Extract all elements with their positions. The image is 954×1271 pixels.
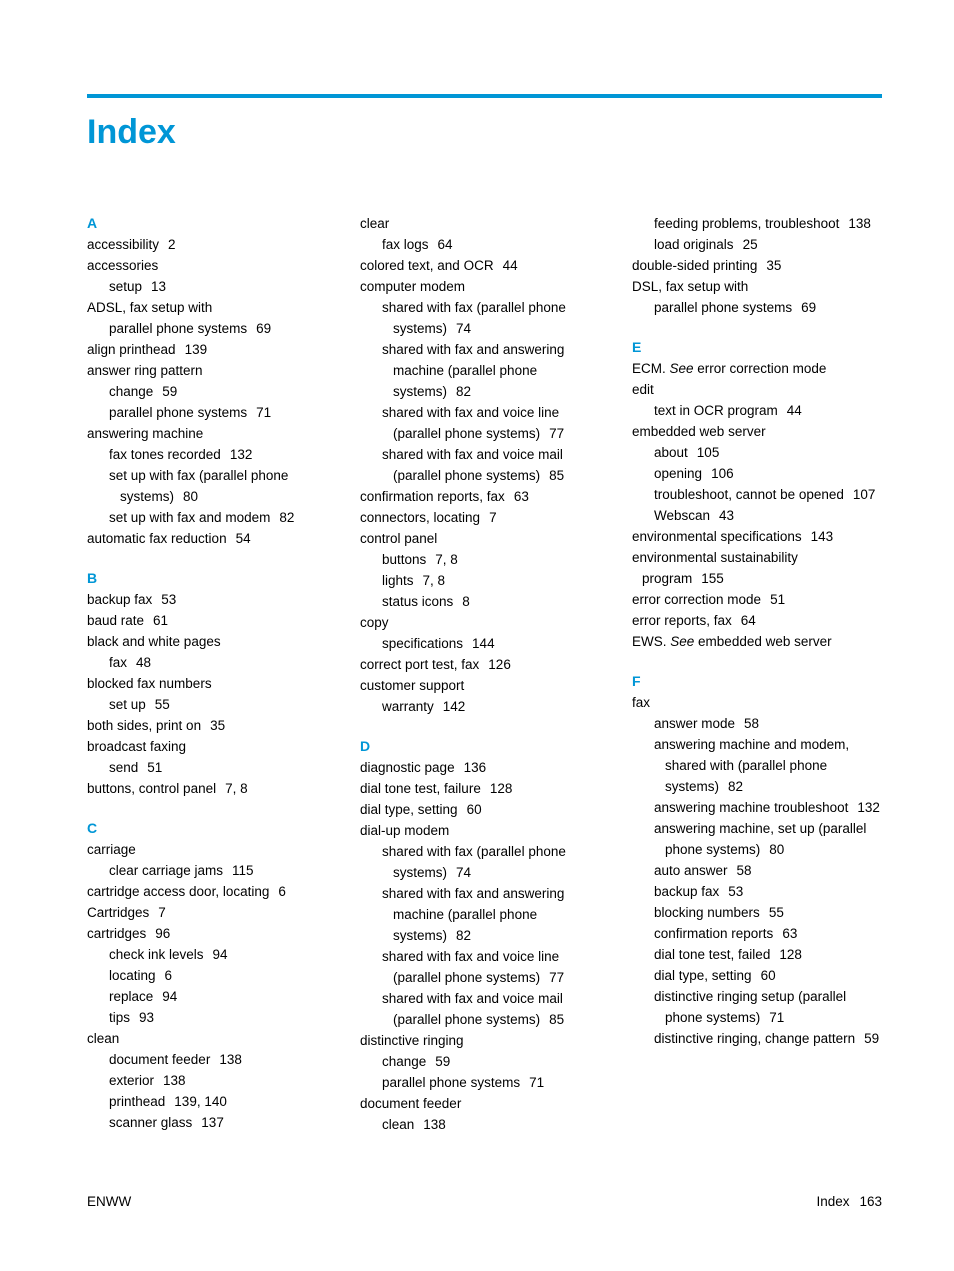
entry-page-number: 106 [711, 466, 734, 482]
section-letter: F [632, 673, 641, 690]
entry-text: exterior [109, 1073, 155, 1089]
index-entry [632, 276, 882, 297]
index-entry [632, 400, 882, 421]
entry-text: set up with fax (parallel phone systems) [109, 468, 289, 505]
index-entry [87, 694, 335, 715]
entry-page-number: 80 [183, 489, 199, 505]
entry-text: answering machine and modem, shared with (parallel phone systems) [654, 737, 850, 795]
index-entry [632, 379, 882, 400]
index-entry [360, 1114, 608, 1135]
index-entry [360, 883, 608, 946]
index-entry [632, 818, 882, 860]
footer-section-label: Index [816, 1194, 850, 1209]
entry-text: clear carriage jams [109, 863, 224, 879]
index-entry [360, 696, 608, 717]
page-title: Index [87, 113, 176, 151]
entry-text: parallel phone systems [382, 1075, 521, 1091]
index-entry [87, 757, 335, 778]
index-entry [87, 652, 335, 673]
index-entry [632, 965, 882, 986]
index-entry [87, 1112, 335, 1133]
entry-page-number: 71 [769, 1010, 785, 1026]
entry-page-number: 6 [164, 968, 173, 984]
index-entry: ECM. See error correction mode [632, 361, 827, 377]
entry-text: answer mode [654, 716, 736, 732]
entry-page-number: 63 [782, 926, 798, 942]
entry-text: troubleshoot, cannot be opened [654, 487, 844, 503]
entry-page-number: 43 [719, 508, 735, 524]
index-entry [87, 860, 335, 881]
index-entry [87, 715, 335, 736]
entry-text: dial tone test, failed [654, 947, 771, 963]
entry-text: send [109, 760, 139, 776]
entry-page-number: 85 [549, 468, 565, 484]
entry-text: colored text, and OCR [360, 258, 494, 274]
entry-page-number: 139 [184, 342, 208, 358]
entry-page-number: 69 [801, 300, 817, 316]
entry-page-number: 25 [742, 237, 758, 253]
index-entry [87, 255, 335, 276]
entry-text: check ink levels [109, 947, 204, 963]
index-entry [360, 841, 608, 883]
entry-page-number: 61 [153, 613, 169, 629]
index-entry [360, 612, 608, 633]
index-entry [87, 986, 335, 1007]
title-rule [87, 94, 882, 98]
entry-text: replace [109, 989, 154, 1005]
index-entry [632, 234, 882, 255]
entry-page-number: 44 [786, 403, 802, 419]
entry-text: load originals [654, 237, 734, 253]
index-entry [87, 528, 335, 549]
index-entry [360, 1051, 608, 1072]
entry-text: clean [382, 1117, 415, 1133]
document-page [87, 0, 882, 1209]
entry-page-number: 71 [529, 1075, 545, 1091]
entry-page-number: 64 [740, 613, 756, 629]
entry-text: status icons [382, 594, 454, 610]
entry-page-number: 137 [201, 1115, 224, 1131]
entry-page-number: 53 [161, 592, 177, 608]
entry-text: error correction mode [632, 592, 762, 608]
entry-page-number: 53 [728, 884, 744, 900]
entry-text: copy [360, 615, 389, 631]
entry-text: about [654, 445, 688, 461]
entry-text: automatic fax reduction [87, 531, 227, 547]
entry-page-number: 77 [549, 970, 565, 986]
entry-text: blocked fax numbers [87, 676, 212, 692]
index-entry [87, 839, 335, 860]
entry-page-number: 94 [212, 947, 228, 963]
entry-text: answering machine, set up (parallel phone systems) [654, 821, 867, 858]
entry-text: baud rate [87, 613, 145, 629]
index-entry [360, 946, 608, 988]
entry-page-number: 132 [229, 447, 253, 463]
entry-page-number: 48 [136, 655, 152, 671]
index-entry [87, 631, 335, 652]
entry-text: backup fax [87, 592, 153, 608]
index-entry [360, 778, 608, 799]
index-entry [87, 507, 335, 528]
entry-page-number: 138 [848, 216, 871, 232]
entry-text: shared with fax and answering machine (parallel phone systems) [382, 886, 565, 944]
index-entry [632, 421, 882, 442]
entry-text: clear [360, 216, 390, 232]
entry-page-number: 138 [163, 1073, 186, 1089]
entry-page-number: 155 [701, 571, 724, 587]
entry-page-number: 2 [168, 237, 176, 253]
entry-page-number: 82 [279, 510, 295, 526]
entry-page-number: 6 [278, 884, 286, 900]
entry-text: shared with fax and answering machine (parallel phone systems) [382, 342, 565, 400]
index-entry [87, 881, 335, 902]
index-entry [360, 549, 608, 570]
page-footer [87, 1193, 882, 1211]
index-entry [87, 902, 335, 923]
index-entry [360, 1093, 608, 1114]
entry-text: confirmation reports, fax [360, 489, 505, 505]
entry-page-number: 8 [462, 594, 470, 610]
index-entry [87, 360, 335, 381]
entry-page-number: 128 [779, 947, 802, 963]
entry-text: black and white pages [87, 634, 221, 650]
see-reference: See [670, 634, 695, 650]
index-entry [360, 988, 608, 1030]
index-entry [87, 381, 335, 402]
entry-page-number: 59 [435, 1054, 451, 1070]
entry-page-number: 55 [768, 905, 784, 921]
entry-page-number: 144 [472, 636, 495, 652]
entry-text: correct port test, fax [360, 657, 480, 673]
index-entry [360, 757, 608, 778]
entry-text: fax tones recorded [109, 447, 221, 463]
index-entry [632, 484, 882, 505]
entry-text: confirmation reports [654, 926, 774, 942]
entry-page-number: 58 [736, 863, 752, 879]
entry-text: shared with fax and voice line (parallel phone systems) [382, 949, 560, 986]
entry-page-number: 60 [760, 968, 776, 984]
index-entry [632, 442, 882, 463]
entry-page-number: 63 [513, 489, 529, 505]
footer-page-info [816, 1193, 882, 1211]
entry-page-number: 82 [456, 384, 472, 400]
entry-text: shared with fax (parallel phone systems) [382, 300, 566, 337]
index-entry [87, 944, 335, 965]
index-entry [360, 799, 608, 820]
entry-text: computer modem [360, 279, 466, 295]
index-entry [360, 402, 608, 444]
entry-page-number: 51 [770, 592, 786, 608]
index-entry [87, 1007, 335, 1028]
entry-page-number: 77 [549, 426, 565, 442]
index-entry [87, 465, 335, 507]
entry-text: change [109, 384, 154, 400]
index-entry [87, 402, 335, 423]
entry-text: clean [87, 1031, 120, 1047]
entry-text: distinctive ringing [360, 1033, 464, 1049]
index-entry [632, 547, 882, 589]
entry-text: diagnostic page [360, 760, 455, 776]
entry-page-number: 64 [437, 237, 453, 253]
index-entry [360, 675, 608, 696]
entry-page-number: 85 [549, 1012, 565, 1028]
entry-page-number: 132 [857, 800, 880, 816]
entry-text: opening [654, 466, 703, 482]
index-entry [632, 526, 882, 547]
index-entry [360, 528, 608, 549]
entry-page-number: 71 [256, 405, 272, 421]
entry-page-number: 7, 8 [435, 552, 458, 568]
entry-text: parallel phone systems [654, 300, 793, 316]
index-entry: EWS. See embedded web server [632, 634, 832, 650]
entry-text: document feeder [360, 1096, 462, 1112]
entry-page-number: 128 [489, 781, 513, 797]
index-entry [632, 797, 882, 818]
entry-page-number: 7, 8 [422, 573, 446, 589]
entry-text: dial type, setting [360, 802, 458, 818]
entry-text: shared with fax and voice line (parallel phone systems) [382, 405, 560, 442]
entry-page-number: 69 [256, 321, 272, 337]
index-entry [87, 339, 335, 360]
entry-text: warranty [382, 699, 434, 715]
entry-page-number: 80 [769, 842, 785, 858]
index-entry [632, 986, 882, 1028]
index-entry [632, 734, 882, 797]
index-entry [87, 778, 335, 799]
index-entry [87, 423, 335, 444]
entry-text: Webscan [654, 508, 711, 524]
entry-text: parallel phone systems [109, 321, 248, 337]
index-entry [360, 276, 608, 297]
index-entry [360, 820, 608, 841]
entry-text: ADSL, fax setup with [87, 300, 213, 316]
entry-text: buttons [382, 552, 427, 568]
entry-text: fax logs [382, 237, 429, 253]
entry-text: lights [382, 573, 414, 589]
entry-page-number: 138 [423, 1117, 446, 1133]
entry-text: locating [109, 968, 156, 984]
index-entry [87, 318, 335, 339]
index-entry [87, 276, 335, 297]
entry-page-number: 142 [442, 699, 466, 715]
entry-page-number: 143 [810, 529, 834, 545]
index-entry [632, 881, 882, 902]
entry-text: dial tone test, failure [360, 781, 481, 797]
index-entry [360, 234, 608, 255]
entry-text: answering machine [87, 426, 204, 442]
index-entry [360, 570, 608, 591]
entry-page-number: 35 [766, 258, 782, 274]
entry-text: environmental specifications [632, 529, 802, 545]
section-letter: A [87, 215, 98, 232]
index-entry [360, 591, 608, 612]
index-entry [87, 1049, 335, 1070]
index-entry [632, 463, 882, 484]
index-entry [87, 673, 335, 694]
footer-page-number: 163 [859, 1194, 882, 1209]
entry-page-number: 7 [158, 905, 166, 921]
index-column [360, 213, 608, 1135]
entry-text: cartridges [87, 926, 147, 942]
index-column [632, 213, 882, 1049]
index-entry [87, 736, 335, 757]
entry-text: change [382, 1054, 427, 1070]
entry-text: answer ring pattern [87, 363, 203, 379]
index-entry [87, 1070, 335, 1091]
entry-page-number: 51 [147, 760, 163, 776]
entry-text: backup fax [654, 884, 720, 900]
index-entry [360, 339, 608, 402]
entry-text: shared with fax and voice mail (parallel phone systems) [382, 991, 563, 1028]
entry-text: control panel [360, 531, 438, 547]
section-letter: C [87, 820, 98, 837]
entry-text: DSL, fax setup with [632, 279, 749, 295]
index-entry [360, 1030, 608, 1051]
index-entry [632, 505, 882, 526]
index-entry [632, 213, 882, 234]
entry-text: customer support [360, 678, 465, 694]
index-entry [632, 692, 882, 713]
entry-page-number: 7 [489, 510, 497, 526]
entry-text: set up with fax and modem [109, 510, 271, 526]
entry-text: auto answer [654, 863, 728, 879]
index-entry [632, 713, 882, 734]
entry-text: cartridge access door, locating [87, 884, 270, 900]
entry-text: buttons, control panel [87, 781, 217, 797]
entry-page-number: 82 [456, 928, 472, 944]
index-entry [87, 610, 335, 631]
index-entry [360, 1072, 608, 1093]
index-column [87, 213, 335, 1133]
entry-text: dial type, setting [654, 968, 752, 984]
entry-page-number: 55 [154, 697, 170, 713]
entry-page-number: 126 [488, 657, 511, 673]
entry-text: blocking numbers [654, 905, 760, 921]
entry-page-number: 35 [210, 718, 226, 734]
entry-text: parallel phone systems [109, 405, 248, 421]
entry-text: setup [109, 279, 143, 295]
entry-text: error reports, fax [632, 613, 732, 629]
entry-text: carriage [87, 842, 136, 858]
entry-text: both sides, print on [87, 718, 202, 734]
entry-text: shared with fax (parallel phone systems) [382, 844, 566, 881]
index-entry [87, 965, 335, 986]
entry-page-number: 13 [151, 279, 167, 295]
entry-page-number: 96 [155, 926, 171, 942]
section-letter: D [360, 738, 371, 755]
index-entry [632, 944, 882, 965]
entry-text: connectors, locating [360, 510, 481, 526]
entry-text: Cartridges [87, 905, 150, 921]
index-entry [360, 255, 608, 276]
entry-text: dial-up modem [360, 823, 450, 839]
entry-text: distinctive ringing, change pattern [654, 1031, 856, 1047]
entry-text: answering machine troubleshoot [654, 800, 849, 816]
entry-text: fax [109, 655, 128, 671]
entry-page-number: 74 [456, 321, 472, 337]
footer-doc-code: ENWW [87, 1194, 132, 1209]
entry-page-number: 60 [466, 802, 482, 818]
entry-page-number: 138 [219, 1052, 242, 1068]
index-entry [87, 589, 335, 610]
index-entry [360, 297, 608, 339]
index-entry [632, 255, 882, 276]
section-letter: E [632, 339, 642, 356]
entry-text: feeding problems, troubleshoot [654, 216, 840, 232]
index-entry [87, 923, 335, 944]
entry-page-number: 59 [864, 1031, 880, 1047]
entry-text: shared with fax and voice mail (parallel phone systems) [382, 447, 563, 484]
entry-page-number: 44 [502, 258, 518, 274]
index-entry [87, 234, 335, 255]
index-entry [360, 213, 608, 234]
entry-page-number: 105 [696, 445, 720, 461]
entry-text: accessories [87, 258, 159, 274]
index-entry [360, 507, 608, 528]
entry-text: double-sided printing [632, 258, 758, 274]
index-entry [360, 444, 608, 486]
entry-page-number: 115 [232, 863, 254, 879]
entry-text: edit [632, 382, 654, 398]
index-entry [632, 902, 882, 923]
entry-page-number: 82 [728, 779, 744, 795]
index-entry [360, 486, 608, 507]
entry-text: broadcast faxing [87, 739, 187, 755]
entry-page-number: 136 [463, 760, 487, 776]
entry-text: embedded web server [632, 424, 766, 440]
entry-text: align printhead [87, 342, 176, 358]
entry-page-number: 59 [162, 384, 178, 400]
index-entry [87, 1091, 335, 1112]
entry-page-number: 58 [744, 716, 760, 732]
entry-text: printhead [109, 1094, 166, 1110]
entry-page-number: 107 [852, 487, 876, 503]
index-columns [87, 213, 882, 1135]
index-entry [632, 860, 882, 881]
index-entry [87, 444, 335, 465]
entry-text: text in OCR program [654, 403, 778, 419]
entry-page-number: 139, 140 [174, 1094, 227, 1110]
index-entry [360, 633, 608, 654]
entry-page-number: 74 [456, 865, 472, 881]
index-entry [87, 1028, 335, 1049]
entry-text: scanner glass [109, 1115, 193, 1131]
index-entry [360, 654, 608, 675]
entry-text: fax [632, 695, 651, 711]
entry-page-number: 94 [162, 989, 178, 1005]
entry-text: set up [109, 697, 146, 713]
entry-page-number: 93 [139, 1010, 155, 1026]
entry-page-number: 7, 8 [225, 781, 248, 797]
entry-text: specifications [382, 636, 464, 652]
entry-text: distinctive ringing setup (parallel phone systems) [654, 989, 847, 1026]
entry-text: document feeder [109, 1052, 211, 1068]
entry-page-number: 54 [235, 531, 251, 547]
index-entry [632, 610, 882, 631]
entry-text: tips [109, 1010, 131, 1026]
entry-text: accessibility [87, 237, 160, 253]
see-reference: See [669, 361, 694, 377]
entry-text: environmental sustainability program [632, 550, 798, 587]
index-entry [632, 1028, 882, 1049]
index-entry [632, 297, 882, 318]
index-entry [632, 589, 882, 610]
index-entry [87, 297, 335, 318]
index-entry [632, 923, 882, 944]
section-letter: B [87, 570, 98, 587]
